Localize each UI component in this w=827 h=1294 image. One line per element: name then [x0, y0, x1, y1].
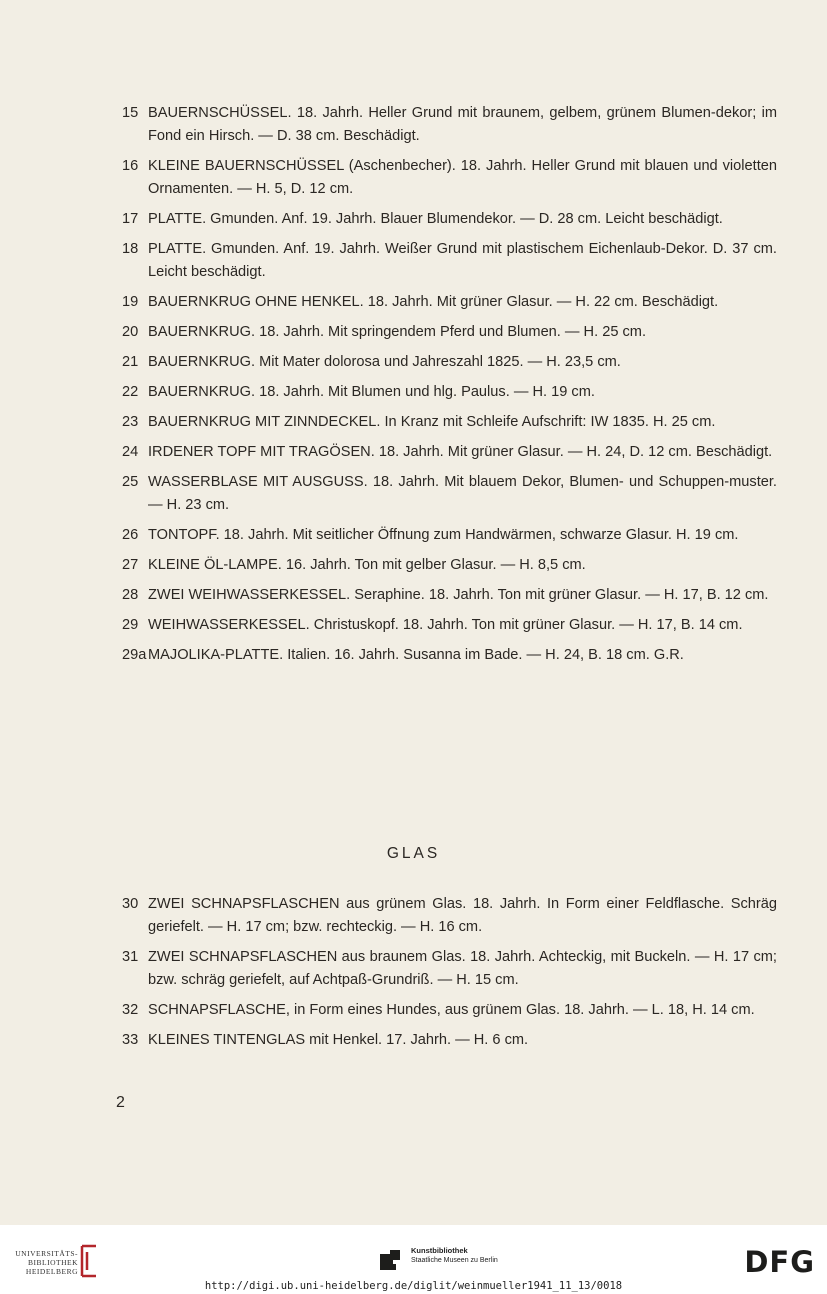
entry-text: ZWEI SCHNAPSFLASCHEN aus braunem Glas. 18. Jahrh. Achteckig, mit Buckeln. — H. 17 cm; bzw. schräg geriefelt, auf Achtpaß-Grundriß. — H. 15 cm. — [148, 949, 777, 988]
kunstbibliothek-title: Kunstbibliothek — [411, 1246, 468, 1255]
entry-text: WASSERBLASE MIT AUSGUSS. 18. Jahrh. Mit blauem Dekor, Blumen- und Schuppen-muster. — H. 23 cm. — [148, 474, 777, 513]
permalink-url[interactable]: http://digi.ub.uni-heidelberg.de/diglit/weinmueller1941_11_13/0018 — [204, 1280, 623, 1292]
catalog-entry — [122, 524, 777, 547]
entry-number: 29 — [122, 617, 139, 633]
entry-number: 21 — [122, 354, 139, 370]
university-line-3: HEIDELBERG — [25, 1267, 78, 1276]
catalog-entry — [122, 381, 777, 404]
catalog-entry — [122, 351, 777, 374]
catalog-entry — [122, 644, 777, 667]
entry-text: KLEINES TINTENGLAS mit Henkel. 17. Jahrh. — H. 6 cm. — [148, 1032, 529, 1048]
entry-text: KLEINE BAUERNSCHÜSSEL (Aschenbecher). 18. Jahrh. Heller Grund mit blauen und violetten Ornamenten. — H. 5, D. 12 cm. — [148, 158, 777, 197]
entry-text: TONTOPF. 18. Jahrh. Mit seitlicher Öffnung zum Handwärmen, schwarze Glasur. H. 19 cm. — [148, 527, 739, 543]
catalog-entry — [122, 471, 777, 517]
digitization-footer — [0, 1225, 827, 1294]
kunstbibliothek-subtitle: Staatliche Museen zu Berlin — [411, 1257, 498, 1264]
catalog-entry — [122, 321, 777, 344]
catalog-entry — [122, 208, 777, 231]
entry-text: BAUERNSCHÜSSEL. 18. Jahrh. Heller Grund mit braunem, gelbem, grünem Blumen-dekor; im Fond ein Hirsch. — D. 38 cm. Beschädigt. — [148, 105, 777, 144]
entry-number: 17 — [122, 211, 139, 227]
kunstbibliothek-label — [411, 1246, 498, 1266]
entry-text: PLATTE. Gmunden. Anf. 19. Jahrh. Blauer Blumendekor. — D. 28 cm. Leicht beschädigt. — [148, 211, 723, 227]
catalog-entry — [122, 238, 777, 284]
section-title-glas: GLAS — [386, 845, 441, 862]
entry-number: 32 — [122, 1002, 139, 1018]
catalog-entry — [122, 946, 777, 992]
entry-text: ZWEI WEIHWASSERKESSEL. Seraphine. 18. Jahrh. Ton mit grüner Glasur. — H. 17, B. 12 cm. — [148, 587, 769, 603]
entry-number: 31 — [122, 949, 139, 965]
entry-text: BAUERNKRUG MIT ZINNDECKEL. In Kranz mit Schleife Aufschrift: IW 1835. H. 25 cm. — [148, 414, 716, 430]
university-logo-icon[interactable] — [78, 1244, 100, 1278]
entry-number: 33 — [122, 1032, 139, 1048]
catalog-entry — [122, 999, 777, 1022]
page-number: 2 — [116, 1094, 125, 1111]
entry-number: 27 — [122, 557, 139, 573]
entry-text: IRDENER TOPF MIT TRAGÖSEN. 18. Jahrh. Mit grüner Glasur. — H. 24, D. 12 cm. Beschädigt. — [148, 444, 773, 460]
catalog-entry — [122, 102, 777, 148]
entry-text: PLATTE. Gmunden. Anf. 19. Jahrh. Weißer Grund mit plastischem Eichenlaub-Dekor. D. 37 cm. Leicht beschädigt. — [148, 241, 777, 280]
university-library-label — [12, 1249, 78, 1276]
entry-number: 26 — [122, 527, 139, 543]
dfg-logo[interactable]: DFG — [744, 1245, 815, 1279]
entry-text: WEIHWASSERKESSEL. Christuskopf. 18. Jahrh. Ton mit grüner Glasur. — H. 17, B. 14 cm. — [148, 617, 743, 633]
glass-entry-list — [122, 893, 777, 1059]
entry-text: SCHNAPSFLASCHE, in Form eines Hundes, aus grünem Glas. 18. Jahrh. — L. 18, H. 14 cm. — [148, 1002, 755, 1018]
entry-number: 19 — [122, 294, 139, 310]
entry-number: 29a — [122, 647, 147, 663]
catalog-entry — [122, 291, 777, 314]
kunstbibliothek-logo-icon[interactable] — [378, 1248, 406, 1272]
entry-text: ZWEI SCHNAPSFLASCHEN aus grünem Glas. 18. Jahrh. In Form einer Feldflasche. Schräg geriefelt. — H. 17 cm; bzw. rechteckig. — H. 16 cm. — [148, 896, 777, 935]
entry-number: 20 — [122, 324, 139, 340]
entry-text: BAUERNKRUG. Mit Mater dolorosa und Jahreszahl 1825. — H. 23,5 cm. — [148, 354, 621, 370]
university-line-2: BIBLIOTHEK — [28, 1258, 78, 1267]
catalog-entry — [122, 584, 777, 607]
entry-text: KLEINE ÖL-LAMPE. 16. Jahrh. Ton mit gelber Glasur. — H. 8,5 cm. — [148, 557, 586, 573]
catalog-entry — [122, 893, 777, 939]
catalog-entry — [122, 554, 777, 577]
catalog-entry — [122, 614, 777, 637]
catalog-entry — [122, 155, 777, 201]
catalog-entry — [122, 411, 777, 434]
entry-number: 28 — [122, 587, 139, 603]
entry-number: 18 — [122, 241, 139, 257]
entry-text: BAUERNKRUG. 18. Jahrh. Mit Blumen und hlg. Paulus. — H. 19 cm. — [148, 384, 595, 400]
entry-text: MAJOLIKA-PLATTE. Italien. 16. Jahrh. Susanna im Bade. — H. 24, B. 18 cm. G.R. — [148, 647, 684, 663]
entry-text: BAUERNKRUG. 18. Jahrh. Mit springendem Pferd und Blumen. — H. 25 cm. — [148, 324, 647, 340]
entry-number: 23 — [122, 414, 139, 430]
ceramics-entry-list — [122, 102, 777, 674]
catalog-entry — [122, 1029, 777, 1052]
entry-number: 22 — [122, 384, 139, 400]
catalog-entry — [122, 441, 777, 464]
entry-number: 16 — [122, 158, 139, 174]
entry-number: 24 — [122, 444, 139, 460]
entry-number: 25 — [122, 474, 139, 490]
entry-number: 15 — [122, 105, 139, 121]
university-line-1: UNIVERSITÄTS- — [15, 1249, 78, 1258]
entry-text: BAUERNKRUG OHNE HENKEL. 18. Jahrh. Mit grüner Glasur. — H. 22 cm. Beschädigt. — [148, 294, 719, 310]
entry-number: 30 — [122, 896, 139, 912]
